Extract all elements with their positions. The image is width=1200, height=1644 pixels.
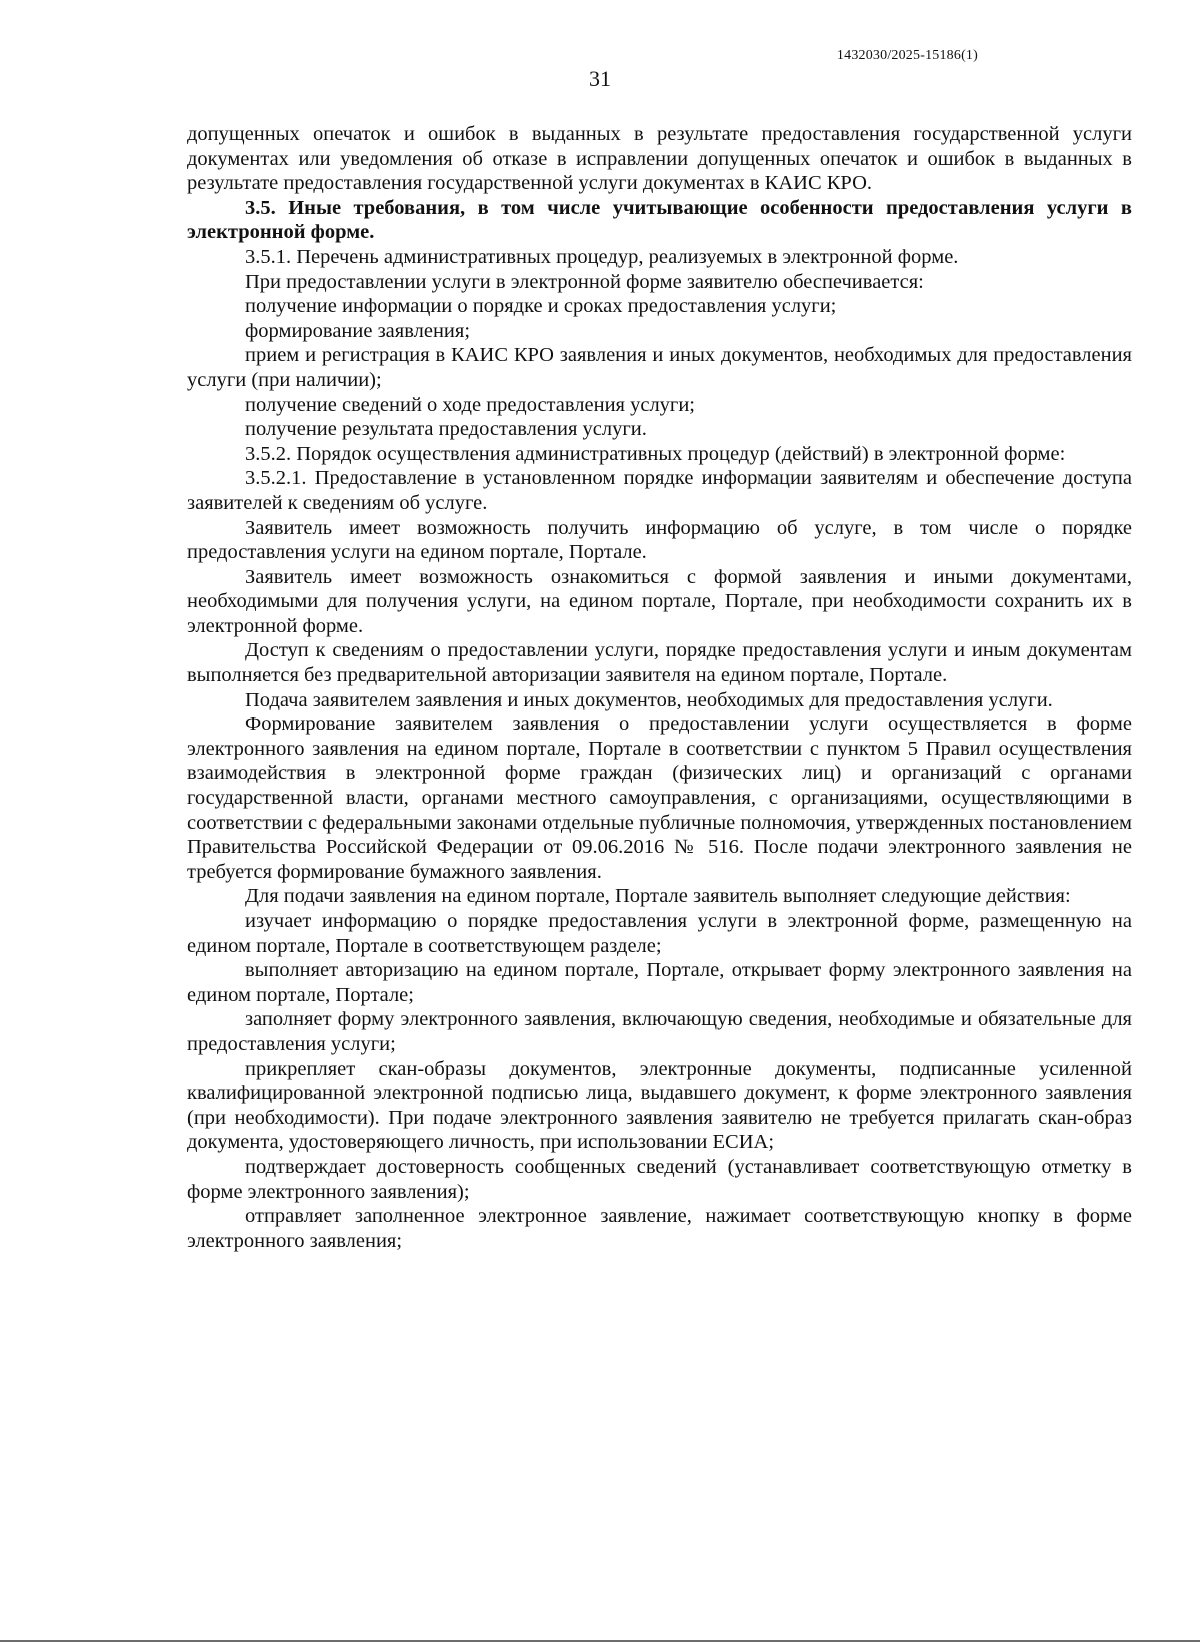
list-item: прием и регистрация в КАИС КРО заявления и иных документов, необходимых для предоставления услуги (при наличии); <box>187 344 1132 391</box>
list-item: заполняет форму электронного заявления, включающую сведения, необходимые и обязательные для предоставления услуги; <box>187 1008 1132 1055</box>
list-item: прикрепляет скан-образы документов, электронные документы, подписанные усиленной квалифицированной электронной подписью лица, выдавшего документ, к форме электронного заявления (при необходимости). При подаче электронного заявления заявителю не требуется прилагать скан-образ документа, удостоверяющего личность, при использовании ЕСИА; <box>187 1057 1132 1154</box>
paragraph: Заявитель имеет возможность получить информацию об услуге, в том числе о порядке предоставления услуги на едином портале, Портале. <box>187 516 1132 564</box>
list-item: получение информации о порядке и сроках предоставления услуги; <box>245 295 837 318</box>
list-item: отправляет заполненное электронное заявление, нажимает соответствующую кнопку в форме электронного заявления; <box>187 1205 1132 1252</box>
page-bottom-edge <box>0 1640 1200 1642</box>
paragraph: Подача заявителем заявления и иных документов, необходимых для предоставления услуги. <box>245 688 1053 711</box>
paragraph-continuation: допущенных опечаток и ошибок в выданных в результате предоставления государственной услуги документах или уведомления об отказе в исправлении допущенных опечаток и ошибок в выданных в результате предоставления государственной услуги документах в КАИС КРО. <box>187 123 1132 195</box>
list-item: получение сведений о ходе предоставления услуги; <box>245 393 695 416</box>
list-item: формирование заявления; <box>245 319 471 342</box>
paragraph-3-5-1: 3.5.1. Перечень административных процедур, реализуемых в электронной форме. <box>245 245 959 268</box>
list-item: подтверждает достоверность сообщенных сведений (устанавливает соответствующую отметку в форме электронного заявления); <box>187 1155 1132 1203</box>
list-item: выполняет авторизацию на едином портале, Портале, открывает форму электронного заявления на едином портале, Портале; <box>187 959 1132 1006</box>
section-heading-3-5: 3.5. Иные требования, в том числе учитывающие особенности предоставления услуги в электронной форме. <box>187 196 1132 244</box>
document-registration-number: 1432030/2025-15186(1) <box>836 48 978 63</box>
page-number: 31 <box>589 66 611 91</box>
paragraph: При предоставлении услуги в электронной форме заявителю обеспечивается: <box>245 270 924 293</box>
paragraph-3-5-2: 3.5.2. Порядок осуществления административных процедур (действий) в электронной форме: <box>245 442 1066 465</box>
paragraph: Формирование заявителем заявления о предоставлении услуги осуществляется в форме электронного заявления на едином портале, Портале в соответствии с пунктом 5 Правил осуществления взаимодействия в электронной форме граждан (физических лиц) и организаций с органами государственной власти, органами местного самоуправления, с организациями, осуществляющими в соответствии с федеральными законами отдельные публичные полномочия, утвержденных постановлением Правительства Российской Федерации от 09.06.2016 № 516. После подачи электронного заявления не требуется формирование бумажного заявления. <box>187 713 1133 883</box>
paragraph: Доступ к сведениям о предоставлении услуги, порядке предоставления услуги и иным документам выполняется без предварительной авторизации заявителя на едином портале, Портале. <box>187 639 1132 687</box>
paragraph: Для подачи заявления на едином портале, Портале заявитель выполняет следующие действия: <box>245 885 1071 908</box>
paragraph: Заявитель имеет возможность ознакомиться с формой заявления и иными документами, необходимыми для получения услуги, на едином портале, Портале, при необходимости сохранить их в электронной форме. <box>187 565 1132 637</box>
document-body <box>187 122 1132 1253</box>
list-item: получение результата предоставления услуги. <box>245 418 647 441</box>
list-item: изучает информацию о порядке предоставления услуги в электронной форме, размещенную на едином портале, Портале в соответствующем разделе; <box>187 910 1132 957</box>
paragraph-3-5-2-1: 3.5.2.1. Предоставление в установленном порядке информации заявителям и обеспечение доступа заявителей к сведениям об услуге. <box>187 467 1132 514</box>
